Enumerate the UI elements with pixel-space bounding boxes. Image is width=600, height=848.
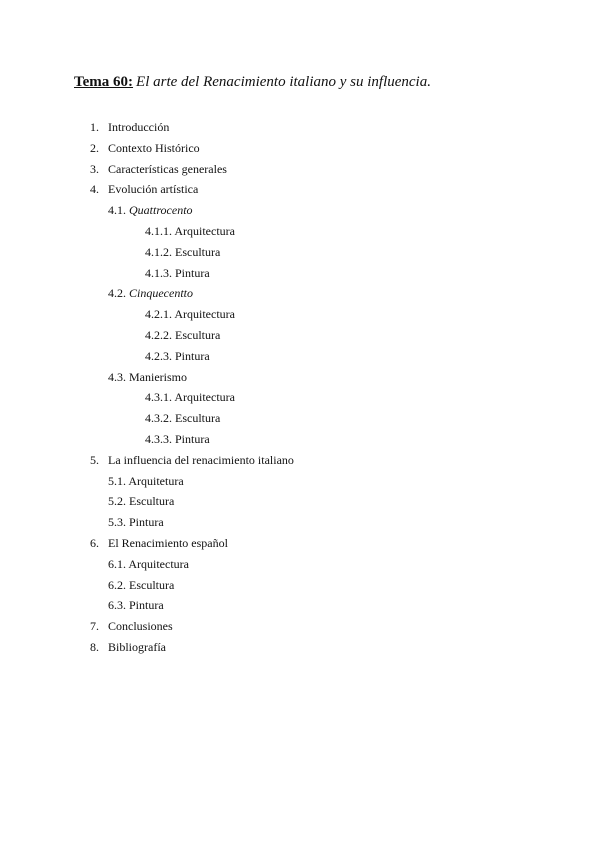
toc-subsubitem-text: 4.1.1. Arquitectura (145, 223, 235, 238)
toc-subitem-4-2 (0, 283, 600, 304)
toc-subsubitem (0, 325, 600, 346)
toc-subitem (0, 575, 600, 596)
toc-item-text: La influencia del renacimiento italiano (108, 452, 294, 467)
toc-item-6 (0, 533, 600, 554)
toc-subsubitem (0, 263, 600, 284)
toc-subitem-text: 6.3. Pintura (108, 598, 164, 613)
toc-item-text: Evolución artística (108, 182, 199, 197)
toc-item-text: Bibliografía (108, 639, 166, 654)
toc-item-5 (0, 450, 600, 471)
toc-item-text: Introducción (108, 120, 170, 134)
title-text: El arte del Renacimiento italiano y su influencia. (136, 74, 431, 90)
toc-subsubitem (0, 346, 600, 367)
toc-item-number: 8. (90, 639, 99, 654)
toc-item-4 (0, 179, 600, 200)
toc-subsubitem (0, 221, 600, 242)
toc-item-text: Contexto Histórico (108, 140, 200, 155)
document-title (74, 73, 431, 91)
toc-subsubitem-text: 4.2.2. Escultura (145, 327, 221, 342)
toc-item-text: El Renacimiento español (108, 535, 228, 550)
toc-subsubitem-text: 4.3.3. Pintura (145, 431, 210, 446)
toc-subsubitem (0, 387, 600, 408)
toc-item-8 (0, 637, 600, 658)
toc-subsubitem-text: 4.2.3. Pintura (145, 348, 210, 363)
toc-subsubitem (0, 429, 600, 450)
toc-subsubitem-text: 4.1.2. Escultura (145, 244, 221, 259)
toc-item-7 (0, 616, 600, 637)
toc-subitem (0, 471, 600, 492)
toc-subitem-text: 6.1. Arquitectura (108, 556, 189, 571)
toc-item-number: 1. (90, 120, 99, 134)
toc-item-2 (0, 138, 600, 159)
toc-item-number: 5. (90, 452, 99, 467)
toc-item-number: 7. (90, 619, 99, 634)
toc-subitem (0, 595, 600, 616)
toc-item-number: 3. (90, 161, 99, 176)
toc-item-text: Conclusiones (108, 619, 173, 634)
toc-subsubitem (0, 408, 600, 429)
toc-subitem-number: 4.2. (108, 286, 126, 301)
toc-subitem-text: 5.1. Arquitetura (108, 473, 184, 488)
toc-item-text: Características generales (108, 161, 227, 176)
table-of-contents (0, 117, 600, 658)
toc-item-1 (0, 117, 600, 138)
toc-subsubitem-text: 4.3.2. Escultura (145, 411, 221, 426)
toc-subsubitem (0, 304, 600, 325)
toc-subitem-text: Cinquecentto (129, 286, 193, 301)
toc-subsubitem-text: 4.1.3. Pintura (145, 265, 210, 280)
toc-subitem-text: 6.2. Escultura (108, 577, 175, 592)
toc-subitem (0, 491, 600, 512)
toc-subitem-text: 5.2. Escultura (108, 494, 175, 509)
title-label: Tema 60: (74, 74, 134, 90)
toc-subsubitem-text: 4.3.1. Arquitectura (145, 390, 235, 405)
toc-subitem-4-1 (0, 200, 600, 221)
toc-subitem (0, 554, 600, 575)
toc-subitem-number: 4.1. (108, 203, 126, 218)
toc-subsubitem-text: 4.2.1. Arquitectura (145, 307, 235, 322)
toc-item-3 (0, 159, 600, 180)
toc-item-number: 6. (90, 535, 99, 550)
toc-subsubitem (0, 242, 600, 263)
toc-subitem-4-3 (0, 367, 600, 388)
toc-subitem-text: 5.3. Pintura (108, 515, 164, 530)
toc-item-number: 4. (90, 182, 99, 197)
toc-item-number: 2. (90, 140, 99, 155)
toc-subitem-text: Quattrocento (129, 203, 193, 218)
toc-subitem (0, 512, 600, 533)
toc-subitem-text: 4.3. Manierismo (108, 369, 187, 384)
